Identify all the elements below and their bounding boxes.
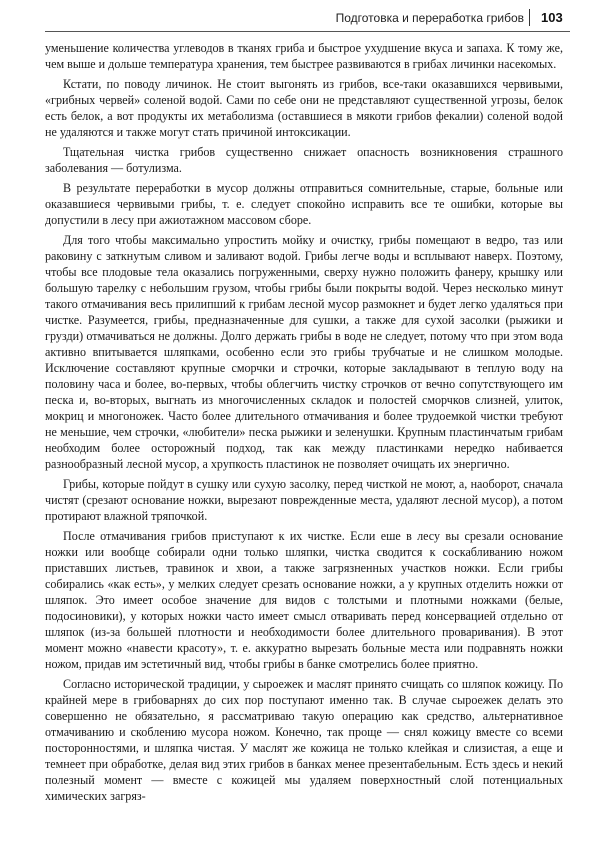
paragraph: После отмачивания грибов приступают к их чистке. Если еше в лесу вы срезали основание ножки или вообще собирали одни только шляпки, чистка сводится к соскабливанию ножом приставших листьев, травинок и хвои, а также загрязненных участков ножки. Если грибы собирались «как есть», у мелких следует срезать основание ножки, а у крупных отделить ножки от шляпок. Это имеет особое значение для видов с толстыми и плотными ножками (белые, подосиновики), у которых ножки часто имеет смысл отваривать перед консервацией отдельно от шляпок (из-за большей плотности и необходимости более длительного проваривания). В этот момент можно «навести красоту», т. е. аккуратно вырезать больные места или подравнять ножки ножом, придав им эстетичный вид, чтобы грибы в банке смотрелись более приятно. [45, 529, 563, 671]
paragraph: Кстати, по поводу личинок. Не стоит выгонять из грибов, все-таки оказавшихся червивыми, «грибных червей» соленой водой. Сами по себе они не представляют существенной угрозы, белок есть белок, а вот продукты их метаболизма (оставшиеся в мякоти грибов фекалии) соленой водой не удаляются и также могут стать причиной интоксикации. [45, 77, 563, 139]
paragraph: В результате переработки в мусор должны отправиться сомнительные, старые, больные или оказавшиеся червивыми грибы, т. е. следует спокойно исправить все те ошибки, которые вы допустили в лесу при ажиотажном массовом сборе. [45, 181, 563, 227]
running-header [0, 0, 600, 34]
header-separator [529, 9, 530, 26]
paragraph: Согласно исторической традиции, у сыроежек и маслят принято счищать со шляпок кожицу. По крайней мере в грибоварнях до сих пор поступают именно так. В случае сыроежек делать это совершенно не обязательно, я рассматриваю такую операцию как средство, альтернативное отмачиванию и скоблению мусора ножом. Конечно, так проще — снял кожицу вместе со всеми посторонностями, и шляпка чистая. У маслят же кожица не только клейкая и слизистая, а еще и темнеет при обработке, делая вид этих грибов в банках менее презентабельным. Есть здесь и некий полезный момент — вместе с кожицей мы удаляем поверхностный слой потенциальных химических загряз- [45, 677, 563, 803]
header-chapter-title: Подготовка и переработка грибов [335, 11, 524, 25]
paragraph-continued: уменьшение количества углеводов в тканях гриба и быстрое ухудшение вкуса и запаха. К тому же, чем выше и дольше температура хранения, тем быстрее развиваются в грибах личинки насекомых. [45, 41, 563, 71]
body-text [45, 40, 563, 808]
paragraph: Для того чтобы максимально упростить мойку и очистку, грибы помещают в ведро, таз или раковину с заткнутым сливом и заливают водой. Грибы легче воды и всплывают наверх. Поэтому, чтобы все плодовые тела оказались погруженными, сверху нужно положить фанеру, крышку или большую тарелку с небольшим грузом, чтобы грибы были покрыты водой. Через несколько минут такого отмачивания весь прилипший к грибам лесной мусор размокнет и будет легко удаляться при чистке. Разумеется, грибы, предназначенные для сушки, а также для сухой засолки (рыжики и грузди) отмачиваться не должны. Долго держать грибы в воде не следует, потому что при этом вода активно впитывается шляпками, особенно если это грибы трубчатые и не слишком молодые. Исключение составляют крупные сморчки и строчки, которые закладывают в теплую воду на половину часа и более, во-первых, чтобы облегчить чистку строчков от вечно сопутствующего им песка и, во-вторых, выгнать из многочисленных складок и полостей сморчков слизней, улиток, мокриц и многоножек. Часто более длительного отмачивания и более трудоемкой чистки требуют не меньшие, чем строчки, «любители» песка рыжики и зеленушки. Крупным пластинчатым грибам необходим более осторожный подход, так как между пластинками нередко набивается разнообразный лесной мусор, а хрупкость пластинок не позволяет очищать их энергично. [45, 233, 563, 471]
header-rule [45, 31, 570, 32]
paragraph: Тщательная чистка грибов существенно снижает опасность возникновения страшного заболевания — ботулизма. [45, 145, 563, 175]
page-number: 103 [541, 10, 563, 25]
paragraph: Грибы, которые пойдут в сушку или сухую засолку, перед чисткой не моют, а, наоборот, сначала чистят (срезают основание ножки, вырезают поврежденные места, удаляют лесной мусор), а потом протирают влажной тряпочкой. [45, 477, 563, 523]
